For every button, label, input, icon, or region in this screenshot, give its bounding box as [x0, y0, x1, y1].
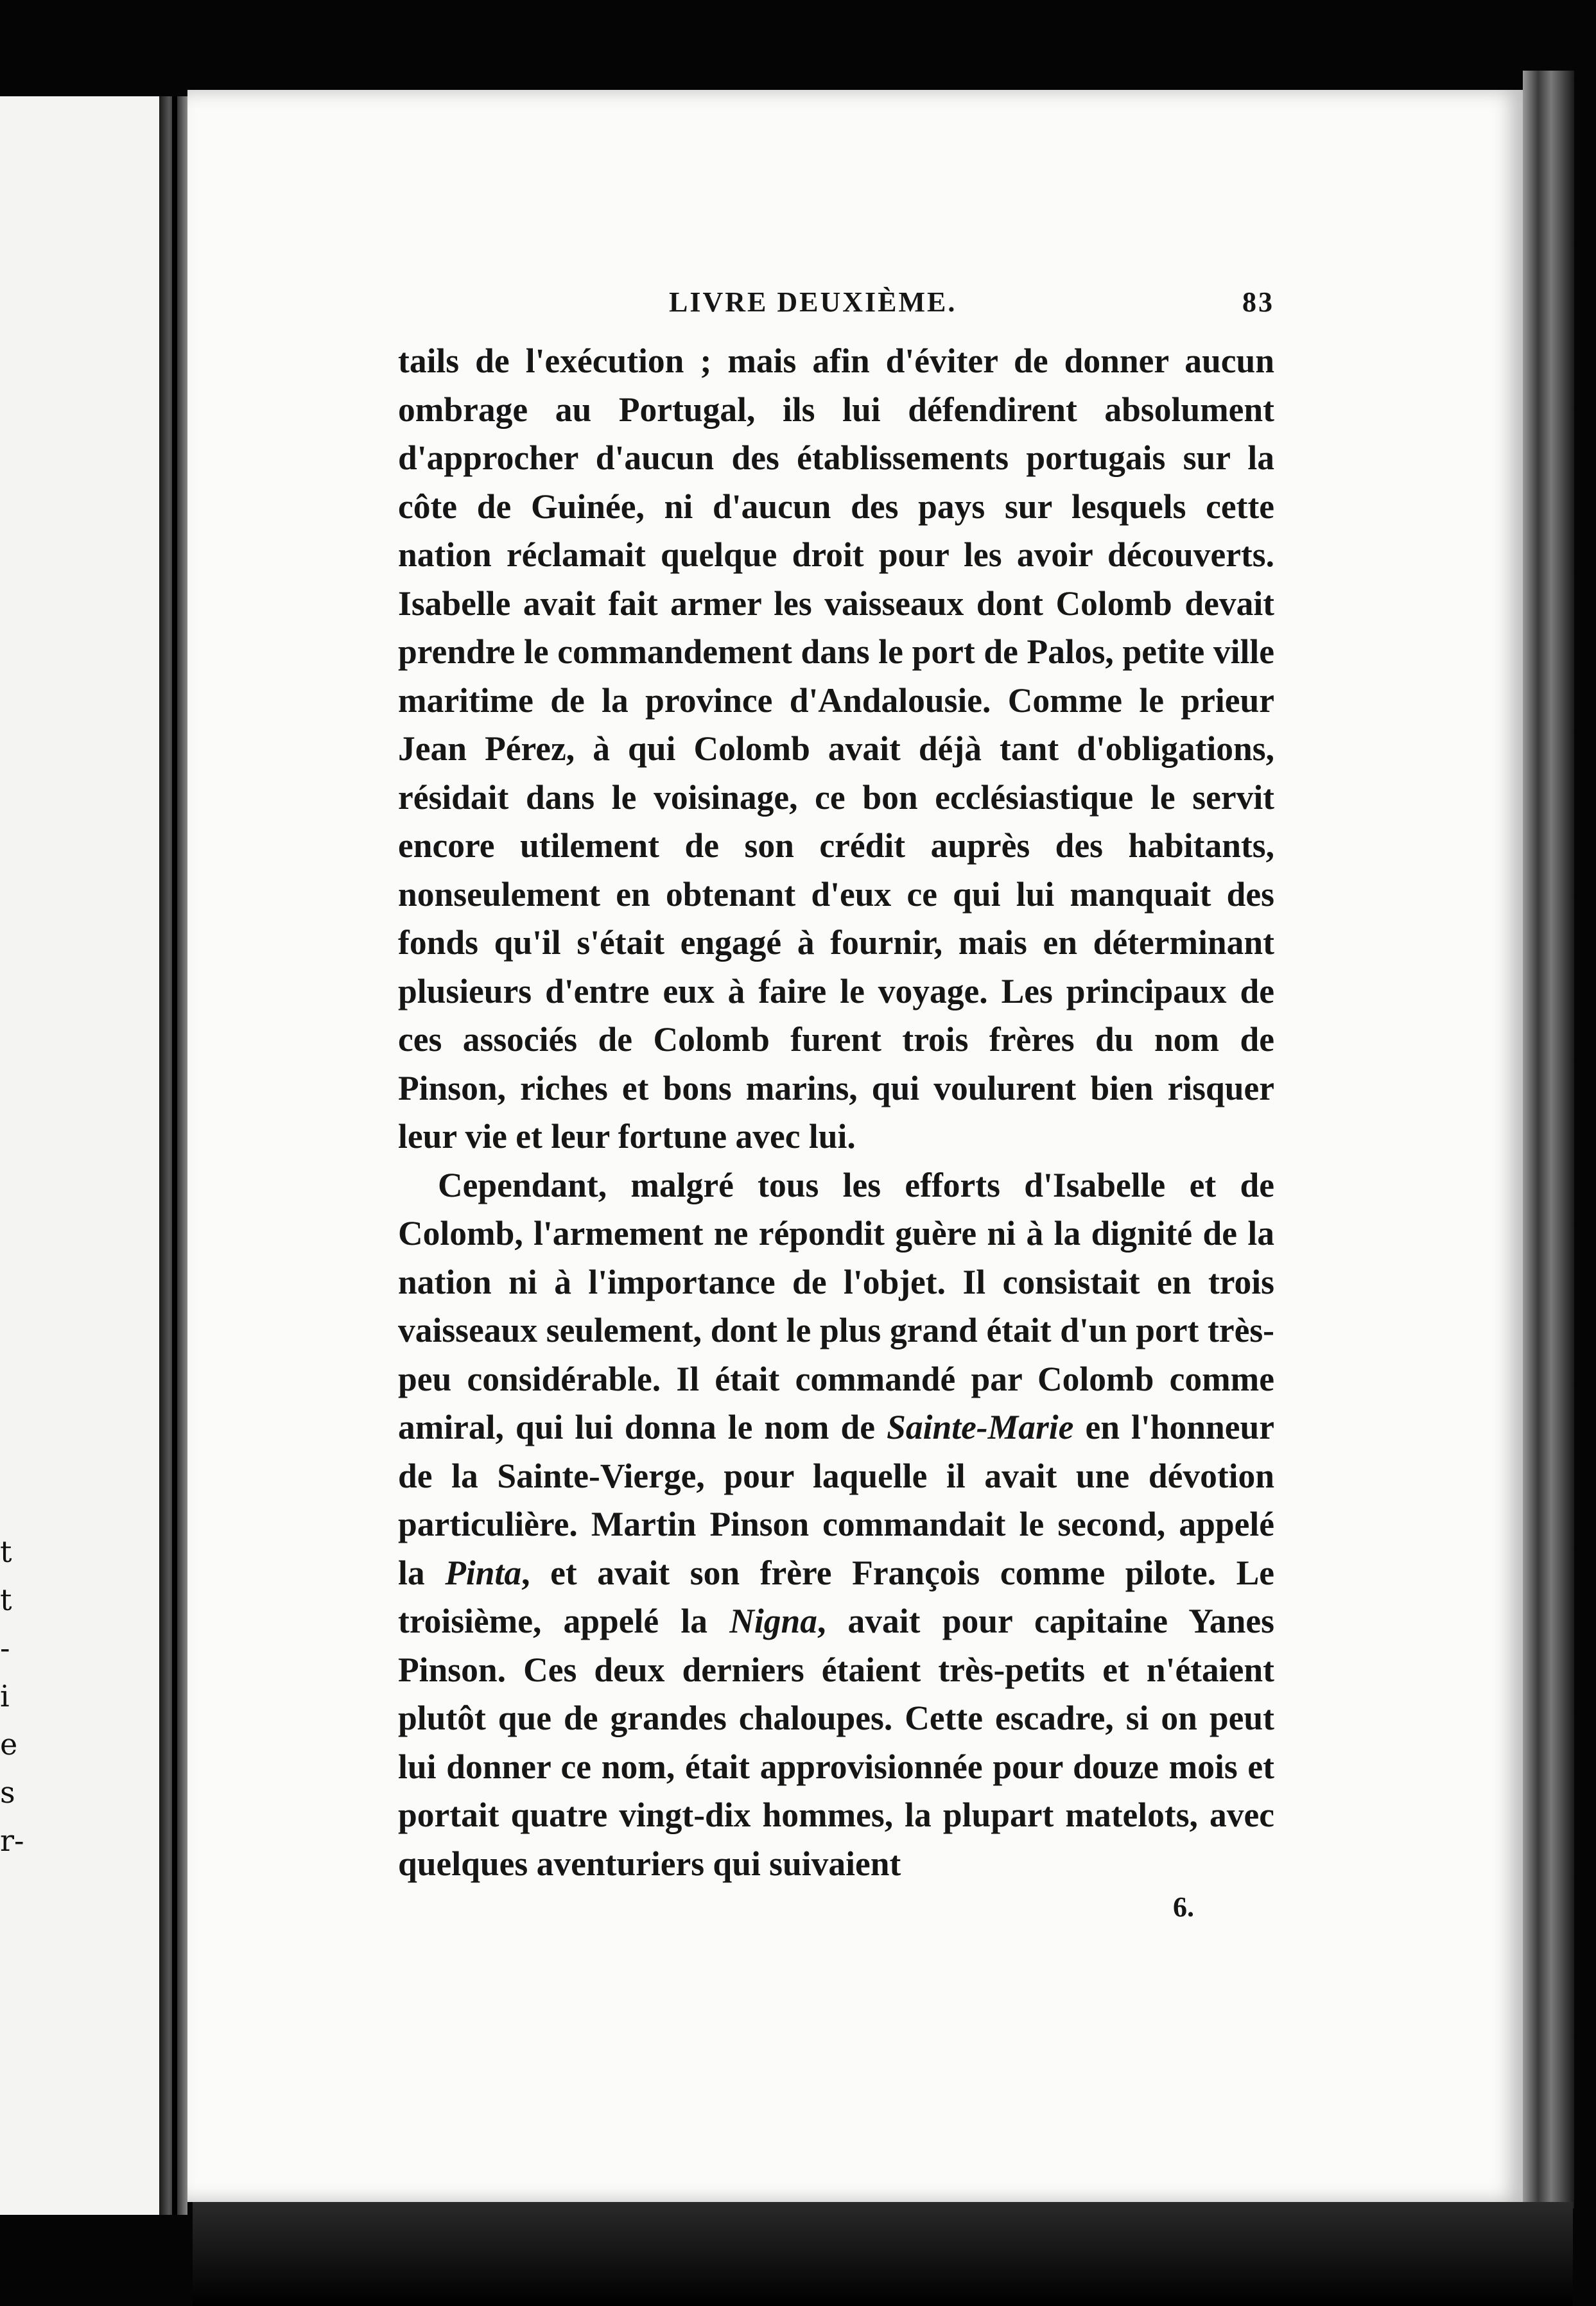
- left-fragment: r-: [0, 1823, 24, 1858]
- body-text: [398, 337, 1274, 1888]
- page-stack-edge: [1523, 71, 1574, 2208]
- left-fragment: t: [0, 1534, 12, 1569]
- ship-name-sainte-marie: Sainte-Marie: [887, 1408, 1074, 1446]
- page-text-block: [398, 286, 1274, 1923]
- left-fragment: t: [0, 1582, 12, 1617]
- ship-name-pinta: Pinta: [445, 1553, 522, 1592]
- page-number: 83: [1242, 286, 1274, 318]
- left-fragment: -: [0, 1631, 10, 1665]
- left-page-edge: [0, 96, 186, 2215]
- ship-name-nigna: Nigna: [729, 1602, 817, 1640]
- left-fragment: i: [0, 1679, 10, 1713]
- left-fragment: s: [0, 1775, 15, 1810]
- paragraph-text: , avait pour capitaine Yanes Pinson. Ces deux derniers étaient très-petits et n'étaient plutôt que de grandes chaloupes. Cette escadre, si on peut lui donner ce nom, était approvisionnée pour douze mois et portait quatre vingt-dix hommes, la plupart matelots, avec quelques aventuriers qui suivaient: [398, 1602, 1274, 1883]
- paragraph-text: en l'honneur de la Sainte-Vierge, pour laquelle il avait une dévotion particulière. Martin Pinson commandait le second, appelé la: [398, 1408, 1274, 1592]
- left-fragment: e: [0, 1727, 18, 1762]
- running-title: LIVRE DEUXIÈME.: [669, 286, 957, 318]
- binding-line: [172, 96, 177, 2215]
- left-page-text-fragments: [0, 1528, 24, 1865]
- paragraph-continued: tails de l'exécution ; mais afin d'éviter de donner aucun ombrage au Portugal, ils lui défendirent absolument d'approcher d'aucun des établissements portugais sur la côte de Guinée, ni d'aucun des pays sur lesquels cette nation réclamait quelque droit pour les avoir découverts. Isabelle avait fait armer les vaisseaux dont Colomb devait prendre le commandement dans le port de Palos, petite ville maritime de la province d'Andalousie. Comme le prieur Jean Pérez, à qui Colomb avait déjà tant d'obligations, résidait dans le voisinage, ce bon ecclésiastique le servit encore utilement de son crédit auprès des habitants, nonseulement en obtenant d'eux ce qui lui manquait des fonds qu'il s'était engagé à fournir, mais en déterminant plusieurs d'entre eux à faire le voyage. Les principaux de ces associés de Colomb furent trois frères du nom de Pinson, riches et bons marins, qui voulurent bien risquer leur vie et leur fortune avec lui.: [398, 342, 1274, 1156]
- paragraph-text: , et avait son frère François comme pilote. Le troisième, appelé la: [398, 1553, 1274, 1640]
- bottom-shadow: [193, 2202, 1573, 2306]
- signature-mark: 6.: [1173, 1891, 1194, 1923]
- running-head: [398, 286, 1274, 337]
- paragraph-armement: [398, 1161, 1274, 1889]
- paragraph-text: Cependant, malgré tous les efforts d'Isabelle et de Colomb, l'armement ne répondit guère ni à la dignité de la nation ni à l'importance de l'objet. Il consistait en trois vaisseaux seulement, dont le plus grand était d'un port très-peu considérable. Il était commandé par Colomb comme amiral, qui lui donna le nom de: [398, 1165, 1274, 1446]
